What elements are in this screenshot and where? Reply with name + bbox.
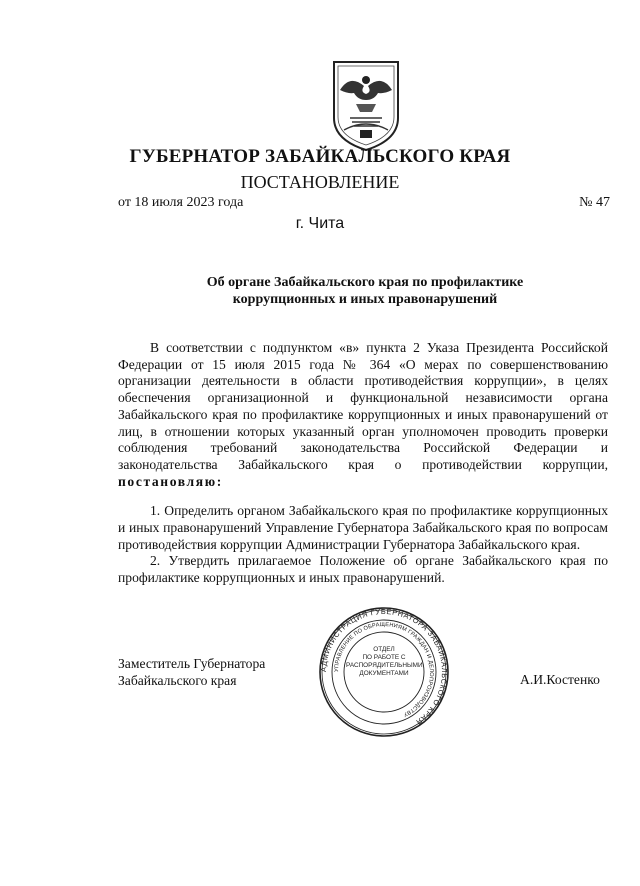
stamp-inner-line-4: ДОКУМЕНТАМИ	[359, 670, 409, 677]
subject-line-1: Об органе Забайкальского края по профилактике	[206, 275, 524, 290]
document-type: ПОСТАНОВЛЕНИЕ	[240, 172, 400, 192]
position-line-1: Заместитель Губернатора	[118, 656, 266, 671]
document-subject	[150, 274, 580, 308]
stamp-inner-line-1: ОТДЕЛ	[373, 646, 395, 653]
document-date: от 18 июля 2023 года	[118, 195, 244, 210]
preamble-text: В соответствии с подпунктом «в» пункта 2 Указа Президента Российской Федерации от 15 июля 2015 года № 364 «О мерах по совершенствованию организации деятельности в области противодействия коррупции», в целях обеспечения организационной и функциональной независимости органа Забайкальского края по профилактике коррупционных и иных правонарушений от лиц, в отношении которых указанный орган уполномочен проводить проверки соблюдения требований законодательства Российской Федерации и законодательства Забайкальского края о противодействии коррупции,	[118, 340, 608, 472]
subject-line-2: коррупционных и иных правонарушений	[232, 292, 498, 307]
item-2-paragraph: 2. Утвердить прилагаемое Положение об органе Забайкальского края по профилактике коррупционных и иных правонарушений.	[118, 553, 608, 586]
signatory-name: А.И.Костенко	[520, 672, 600, 687]
stamp-inner-line-3: РАСПОРЯДИТЕЛЬНЫМИ	[346, 662, 423, 669]
preamble-paragraph	[118, 340, 608, 490]
document-city: г. Чита	[295, 215, 345, 232]
authority-title: ГУБЕРНАТОР ЗАБАЙКАЛЬСКОГО КРАЯ	[129, 146, 511, 167]
stamp-outer-text: АДМИНИСТРАЦИЯ ГУБЕРНАТОРА ЗАБАЙКАЛЬСКОГО КРАЯ	[318, 606, 450, 727]
signatory-position	[118, 655, 265, 689]
stamp-center-text	[346, 646, 422, 678]
stamp-middle-text: УПРАВЛЕНИЕ ПО ОБРАЩЕНИЯМ ГРАЖДАН И ДЕЛОПРОИЗВОДСТВУ	[333, 621, 435, 718]
coat-of-arms-emblem	[330, 60, 402, 152]
stamp-inner-line-2: ПО РАБОТЕ С	[362, 654, 406, 661]
document-number: № 47	[579, 195, 610, 210]
decree-word: постановляю:	[118, 473, 223, 489]
document-body	[118, 340, 608, 587]
position-line-2: Забайкальского края	[118, 673, 237, 688]
item-1-paragraph: 1. Определить органом Забайкальского края по профилактике коррупционных и иных правонарушений Управление Губернатора Забайкальского края по вопросам противодействия коррупции Администрации Губернатора Забайкальского края.	[118, 503, 608, 552]
